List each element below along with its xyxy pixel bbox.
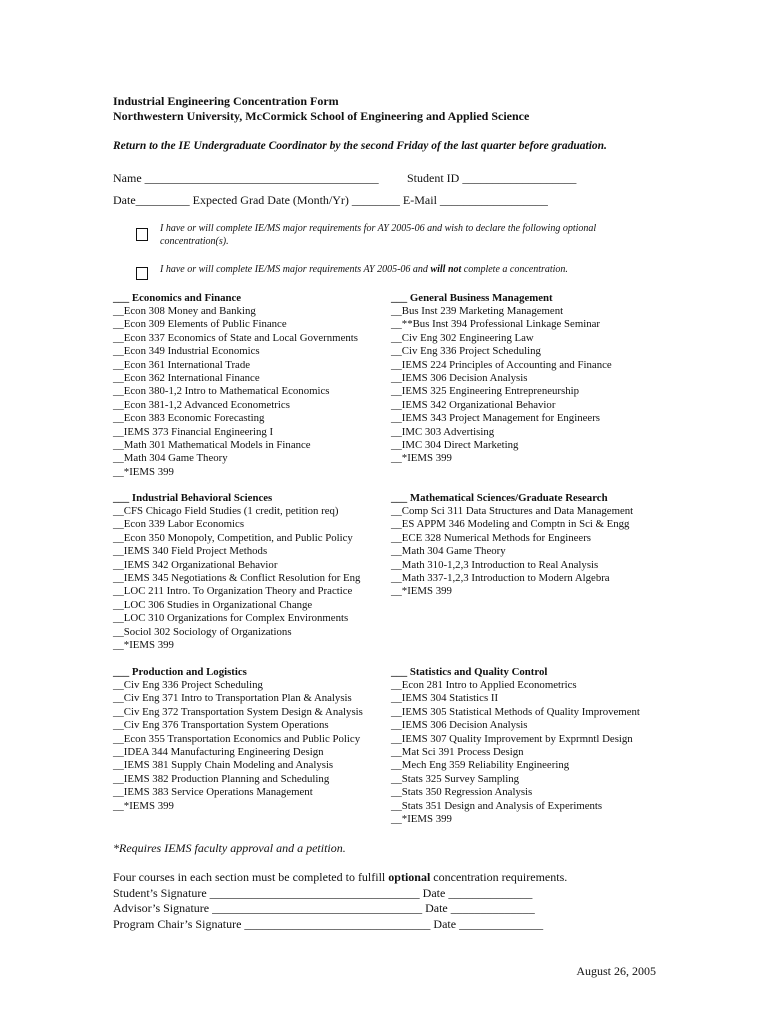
course-item[interactable]: __IEMS 340 Field Project Methods: [113, 545, 268, 558]
course-item[interactable]: __IEMS 305 Statistical Methods of Quality Improvement: [391, 705, 640, 718]
course-item[interactable]: __LOC 211 Intro. To Organization Theory and Practice: [113, 585, 353, 598]
signature-block: [113, 870, 567, 932]
name-field[interactable]: Name _______________________________________: [113, 171, 379, 185]
course-item[interactable]: __IEMS 373 Financial Engineering I: [113, 425, 274, 438]
course-item[interactable]: __*IEMS 399: [113, 639, 174, 652]
course-item[interactable]: __Civ Eng 372 Transportation System Design & Analysis: [113, 705, 363, 718]
form-revision-date: August 26, 2005: [576, 964, 656, 978]
course-item[interactable]: __Econ 355 Transportation Economics and Public Policy: [113, 732, 361, 745]
course-item[interactable]: __Econ 383 Economic Forecasting: [113, 412, 265, 425]
course-item[interactable]: __Civ Eng 336 Project Scheduling: [391, 345, 541, 358]
section-title[interactable]: ___ Industrial Behavioral Sciences: [113, 492, 273, 504]
course-item[interactable]: __**Bus Inst 394 Professional Linkage Seminar: [391, 318, 601, 331]
course-item[interactable]: __IDEA 344 Manufacturing Engineering Design: [113, 746, 324, 759]
course-item[interactable]: __IEMS 224 Principles of Accounting and Finance: [391, 358, 612, 371]
course-item[interactable]: __Civ Eng 376 Transportation System Operations: [113, 719, 329, 732]
course-item[interactable]: __Stats 325 Survey Sampling: [391, 772, 520, 785]
course-item[interactable]: __Math 337-1,2,3 Introduction to Modern Algebra: [391, 572, 610, 585]
return-instruction: Return to the IE Undergraduate Coordinator by the second Friday of the last quarter before graduation.: [113, 140, 607, 152]
student-signature-line[interactable]: Student’s Signature ___________________________________ Date ______________: [113, 885, 533, 900]
course-item[interactable]: __LOC 306 Studies in Organizational Change: [113, 598, 313, 611]
course-item[interactable]: __Comp Sci 311 Data Structures and Data Management: [391, 505, 634, 517]
course-item[interactable]: __IEMS 343 Project Management for Engineers: [391, 412, 600, 425]
course-item[interactable]: __*IEMS 399: [391, 452, 452, 465]
section-general-business: [391, 291, 671, 466]
course-item[interactable]: __Civ Eng 302 Engineering Law: [391, 331, 534, 344]
section-industrial-behavioral: [113, 491, 393, 652]
course-item[interactable]: __IEMS 306 Decision Analysis: [391, 372, 528, 385]
section-economics-finance: [113, 291, 393, 479]
course-item[interactable]: __Civ Eng 371 Intro to Transportation Plan & Analysis: [113, 692, 352, 705]
petition-footnote: *Requires IEMS faculty approval and a petition.: [113, 841, 346, 855]
course-item[interactable]: __Math 310-1,2,3 Introduction to Real Analysis: [391, 558, 599, 571]
course-item[interactable]: __Sociol 302 Sociology of Organizations: [113, 625, 292, 638]
course-item[interactable]: __Math 304 Game Theory: [113, 452, 228, 465]
course-item[interactable]: __IEMS 304 Statistics II: [391, 692, 499, 705]
course-item[interactable]: __Stats 350 Regression Analysis: [391, 786, 533, 799]
course-item[interactable]: __Econ 281 Intro to Applied Econometrics: [391, 679, 577, 691]
course-item[interactable]: __Mat Sci 391 Process Design: [391, 746, 524, 759]
course-item[interactable]: __Math 304 Game Theory: [391, 545, 506, 558]
course-item[interactable]: __Econ 362 International Finance: [113, 372, 260, 385]
course-item[interactable]: __*IEMS 399: [391, 813, 452, 826]
course-item[interactable]: __LOC 310 Organizations for Complex Environments: [113, 612, 349, 625]
course-item[interactable]: __Econ 349 Industrial Economics: [113, 345, 260, 358]
course-item[interactable]: __IEMS 307 Quality Improvement by Exprmntl Design: [391, 732, 633, 745]
section-title[interactable]: ___ Production and Logistics: [113, 666, 247, 678]
section-title[interactable]: ___ Mathematical Sciences/Graduate Research: [391, 492, 608, 504]
course-item[interactable]: __ES APPM 346 Modeling and Comptn in Sci & Engg: [391, 518, 630, 531]
course-item[interactable]: __*IEMS 399: [113, 465, 174, 478]
declare-concentration-checkbox[interactable]: [136, 228, 148, 241]
section-production-logistics: [113, 665, 393, 813]
course-item[interactable]: __*IEMS 399: [391, 585, 452, 598]
form-title: Industrial Engineering Concentration Form: [113, 94, 339, 108]
course-item[interactable]: __IEMS 345 Negotiations & Conflict Resolution for Eng: [113, 572, 361, 585]
course-item[interactable]: __Bus Inst 239 Marketing Management: [391, 305, 564, 317]
course-item[interactable]: __IEMS 381 Supply Chain Modeling and Analysis: [113, 759, 334, 772]
course-item[interactable]: __Civ Eng 336 Project Scheduling: [113, 679, 263, 691]
course-item[interactable]: __Econ 361 International Trade: [113, 358, 251, 371]
section-mathematical-sciences: [391, 491, 671, 599]
course-item[interactable]: __Stats 351 Design and Analysis of Experiments: [391, 799, 603, 812]
course-item[interactable]: __CFS Chicago Field Studies (1 credit, petition req): [113, 505, 339, 517]
course-item[interactable]: __IEMS 306 Decision Analysis: [391, 719, 528, 732]
course-item[interactable]: __ECE 328 Numerical Methods for Engineers: [391, 531, 591, 544]
course-item[interactable]: __Econ 339 Labor Economics: [113, 518, 245, 531]
section-title[interactable]: ___ General Business Management: [391, 292, 553, 304]
student-id-field[interactable]: Student ID ___________________: [407, 171, 577, 185]
course-item[interactable]: __Econ 309 Elements of Public Finance: [113, 318, 287, 331]
course-item[interactable]: __IEMS 342 Organizational Behavior: [391, 398, 556, 411]
form-subtitle: Northwestern University, McCormick School of Engineering and Applied Science: [113, 109, 530, 123]
no-concentration-checkbox[interactable]: [136, 267, 148, 280]
program-chair-signature-line[interactable]: Program Chair’s Signature _______________________________ Date ______________: [113, 916, 544, 931]
course-item[interactable]: __Econ 337 Economics of State and Local Governments: [113, 331, 358, 344]
course-item[interactable]: __Econ 350 Monopoly, Competition, and Public Policy: [113, 531, 353, 544]
course-item[interactable]: __Econ 308 Money and Banking: [113, 305, 256, 317]
course-item[interactable]: __IMC 304 Direct Marketing: [391, 439, 519, 452]
course-item[interactable]: __IEMS 342 Organizational Behavior: [113, 558, 278, 571]
no-concentration-text: I have or will complete IE/MS major requirements AY 2005-06 and will not complete a concentration.: [160, 264, 568, 275]
course-item[interactable]: __Mech Eng 359 Reliability Engineering: [391, 759, 570, 772]
date-grad-email-fields[interactable]: Date_________ Expected Grad Date (Month/Yr) ________ E-Mail __________________: [113, 193, 548, 207]
course-item[interactable]: __*IEMS 399: [113, 799, 174, 812]
section-title[interactable]: ___ Economics and Finance: [113, 292, 242, 304]
course-item[interactable]: __Math 301 Mathematical Models in Finance: [113, 439, 311, 452]
course-item[interactable]: __IMC 303 Advertising: [391, 425, 495, 438]
course-item[interactable]: __IEMS 382 Production Planning and Scheduling: [113, 772, 330, 785]
section-title[interactable]: ___ Statistics and Quality Control: [391, 666, 548, 678]
course-item[interactable]: __IEMS 325 Engineering Entrepreneurship: [391, 385, 580, 398]
course-item[interactable]: __IEMS 383 Service Operations Management: [113, 786, 313, 799]
declare-concentration-text: I have or will complete IE/MS major requirements for AY 2005-06 and wish to declare the following optional concentration(s).: [160, 223, 597, 247]
course-item[interactable]: __Econ 381-1,2 Advanced Econometrics: [113, 398, 290, 411]
section-statistics-quality: [391, 665, 671, 826]
advisor-signature-line[interactable]: Advisor’s Signature ___________________________________ Date ______________: [113, 901, 535, 915]
course-item[interactable]: __Econ 380-1,2 Intro to Mathematical Economics: [113, 385, 330, 398]
requirement-note: Four courses in each section must be completed to fulfill optional concentration requirements.: [113, 870, 568, 884]
